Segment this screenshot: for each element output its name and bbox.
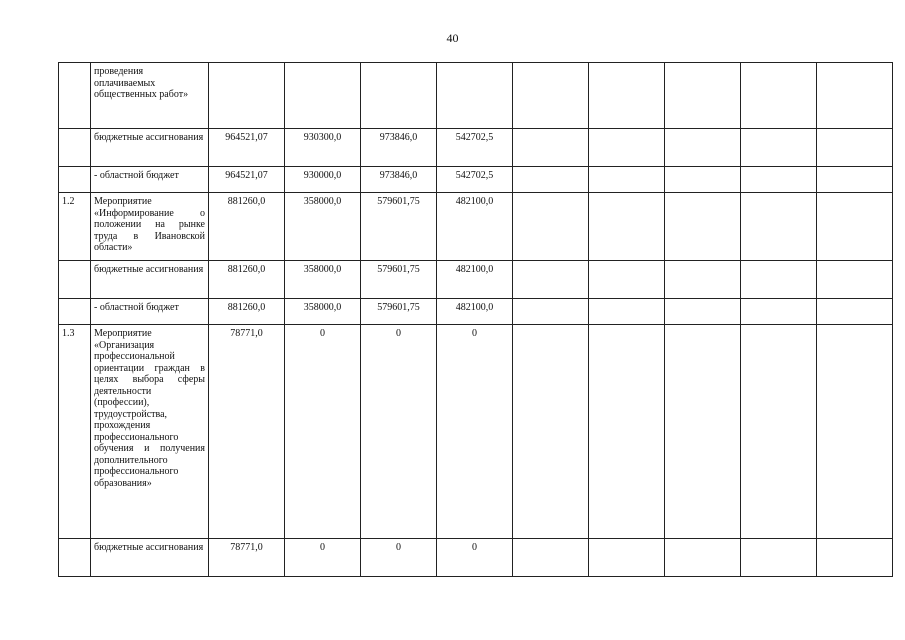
empty-cell (589, 193, 665, 261)
row-number (59, 63, 91, 129)
table-row (59, 325, 893, 539)
value-cell: 881260,0 (209, 261, 285, 299)
row-name: - областной бюджет (91, 299, 209, 325)
value-cell: 0 (285, 539, 361, 577)
row-name: бюджетные ассигнования (91, 129, 209, 167)
table-row (59, 193, 893, 261)
row-name: Мероприятие «Организация профессиональной ориентации граждан в целях выбора сферы деятельности (профессии), трудоустройства, прохождения профессионального обучения и получения дополнительного профессионального образования» (91, 325, 209, 539)
row-name: бюджетные ассигнования (91, 261, 209, 299)
empty-cell (817, 193, 893, 261)
empty-cell (665, 129, 741, 167)
empty-cell (817, 129, 893, 167)
value-cell: 881260,0 (209, 193, 285, 261)
empty-cell (817, 261, 893, 299)
value-cell: 579601,75 (361, 299, 437, 325)
row-name: проведения оплачиваемых общественных работ» (91, 63, 209, 129)
empty-cell (665, 193, 741, 261)
value-cell: 0 (361, 325, 437, 539)
empty-cell (589, 261, 665, 299)
empty-cell (741, 193, 817, 261)
empty-cell (665, 299, 741, 325)
value-cell: 881260,0 (209, 299, 285, 325)
empty-cell (589, 167, 665, 193)
value-cell: 482100,0 (437, 193, 513, 261)
table-row (59, 261, 893, 299)
value-cell: 78771,0 (209, 325, 285, 539)
value-cell: 930000,0 (285, 167, 361, 193)
empty-cell (589, 539, 665, 577)
empty-cell (513, 167, 589, 193)
value-cell (437, 63, 513, 129)
value-cell: 358000,0 (285, 261, 361, 299)
empty-cell (513, 63, 589, 129)
value-cell: 579601,75 (361, 261, 437, 299)
empty-cell (513, 325, 589, 539)
value-cell: 0 (361, 539, 437, 577)
empty-cell (741, 261, 817, 299)
value-cell (361, 63, 437, 129)
value-cell: 973846,0 (361, 129, 437, 167)
empty-cell (665, 63, 741, 129)
row-name: бюджетные ассигнования (91, 539, 209, 577)
value-cell: 542702,5 (437, 129, 513, 167)
empty-cell (665, 325, 741, 539)
value-cell: 0 (437, 325, 513, 539)
page-number: 40 (446, 31, 459, 45)
empty-cell (513, 539, 589, 577)
value-cell (209, 63, 285, 129)
row-number (59, 129, 91, 167)
empty-cell (741, 299, 817, 325)
row-number: 1.2 (59, 193, 91, 261)
row-number (59, 539, 91, 577)
empty-cell (513, 129, 589, 167)
empty-cell (589, 325, 665, 539)
row-name: Мероприятие «Информирование о положении на рынке труда в Ивановской области» (91, 193, 209, 261)
row-name: - областной бюджет (91, 167, 209, 193)
empty-cell (513, 193, 589, 261)
empty-cell (741, 167, 817, 193)
value-cell: 964521,07 (209, 167, 285, 193)
value-cell: 930300,0 (285, 129, 361, 167)
table-row (59, 539, 893, 577)
empty-cell (589, 299, 665, 325)
row-number (59, 299, 91, 325)
empty-cell (817, 539, 893, 577)
empty-cell (665, 261, 741, 299)
empty-cell (589, 63, 665, 129)
empty-cell (665, 539, 741, 577)
empty-cell (513, 261, 589, 299)
empty-cell (513, 299, 589, 325)
empty-cell (817, 325, 893, 539)
empty-cell (817, 167, 893, 193)
value-cell: 579601,75 (361, 193, 437, 261)
empty-cell (817, 63, 893, 129)
empty-cell (741, 539, 817, 577)
table-row (59, 63, 893, 129)
value-cell: 0 (437, 539, 513, 577)
value-cell: 0 (285, 325, 361, 539)
empty-cell (741, 129, 817, 167)
empty-cell (741, 325, 817, 539)
empty-cell (665, 167, 741, 193)
table-row (59, 167, 893, 193)
empty-cell (589, 129, 665, 167)
row-number: 1.3 (59, 325, 91, 539)
value-cell: 358000,0 (285, 193, 361, 261)
value-cell: 78771,0 (209, 539, 285, 577)
empty-cell (817, 299, 893, 325)
row-number (59, 167, 91, 193)
value-cell: 964521,07 (209, 129, 285, 167)
value-cell: 482100,0 (437, 299, 513, 325)
budget-table (58, 62, 893, 577)
value-cell: 482100,0 (437, 261, 513, 299)
table-row (59, 129, 893, 167)
empty-cell (741, 63, 817, 129)
value-cell: 542702,5 (437, 167, 513, 193)
value-cell: 973846,0 (361, 167, 437, 193)
table-row (59, 299, 893, 325)
row-number (59, 261, 91, 299)
value-cell: 358000,0 (285, 299, 361, 325)
value-cell (285, 63, 361, 129)
